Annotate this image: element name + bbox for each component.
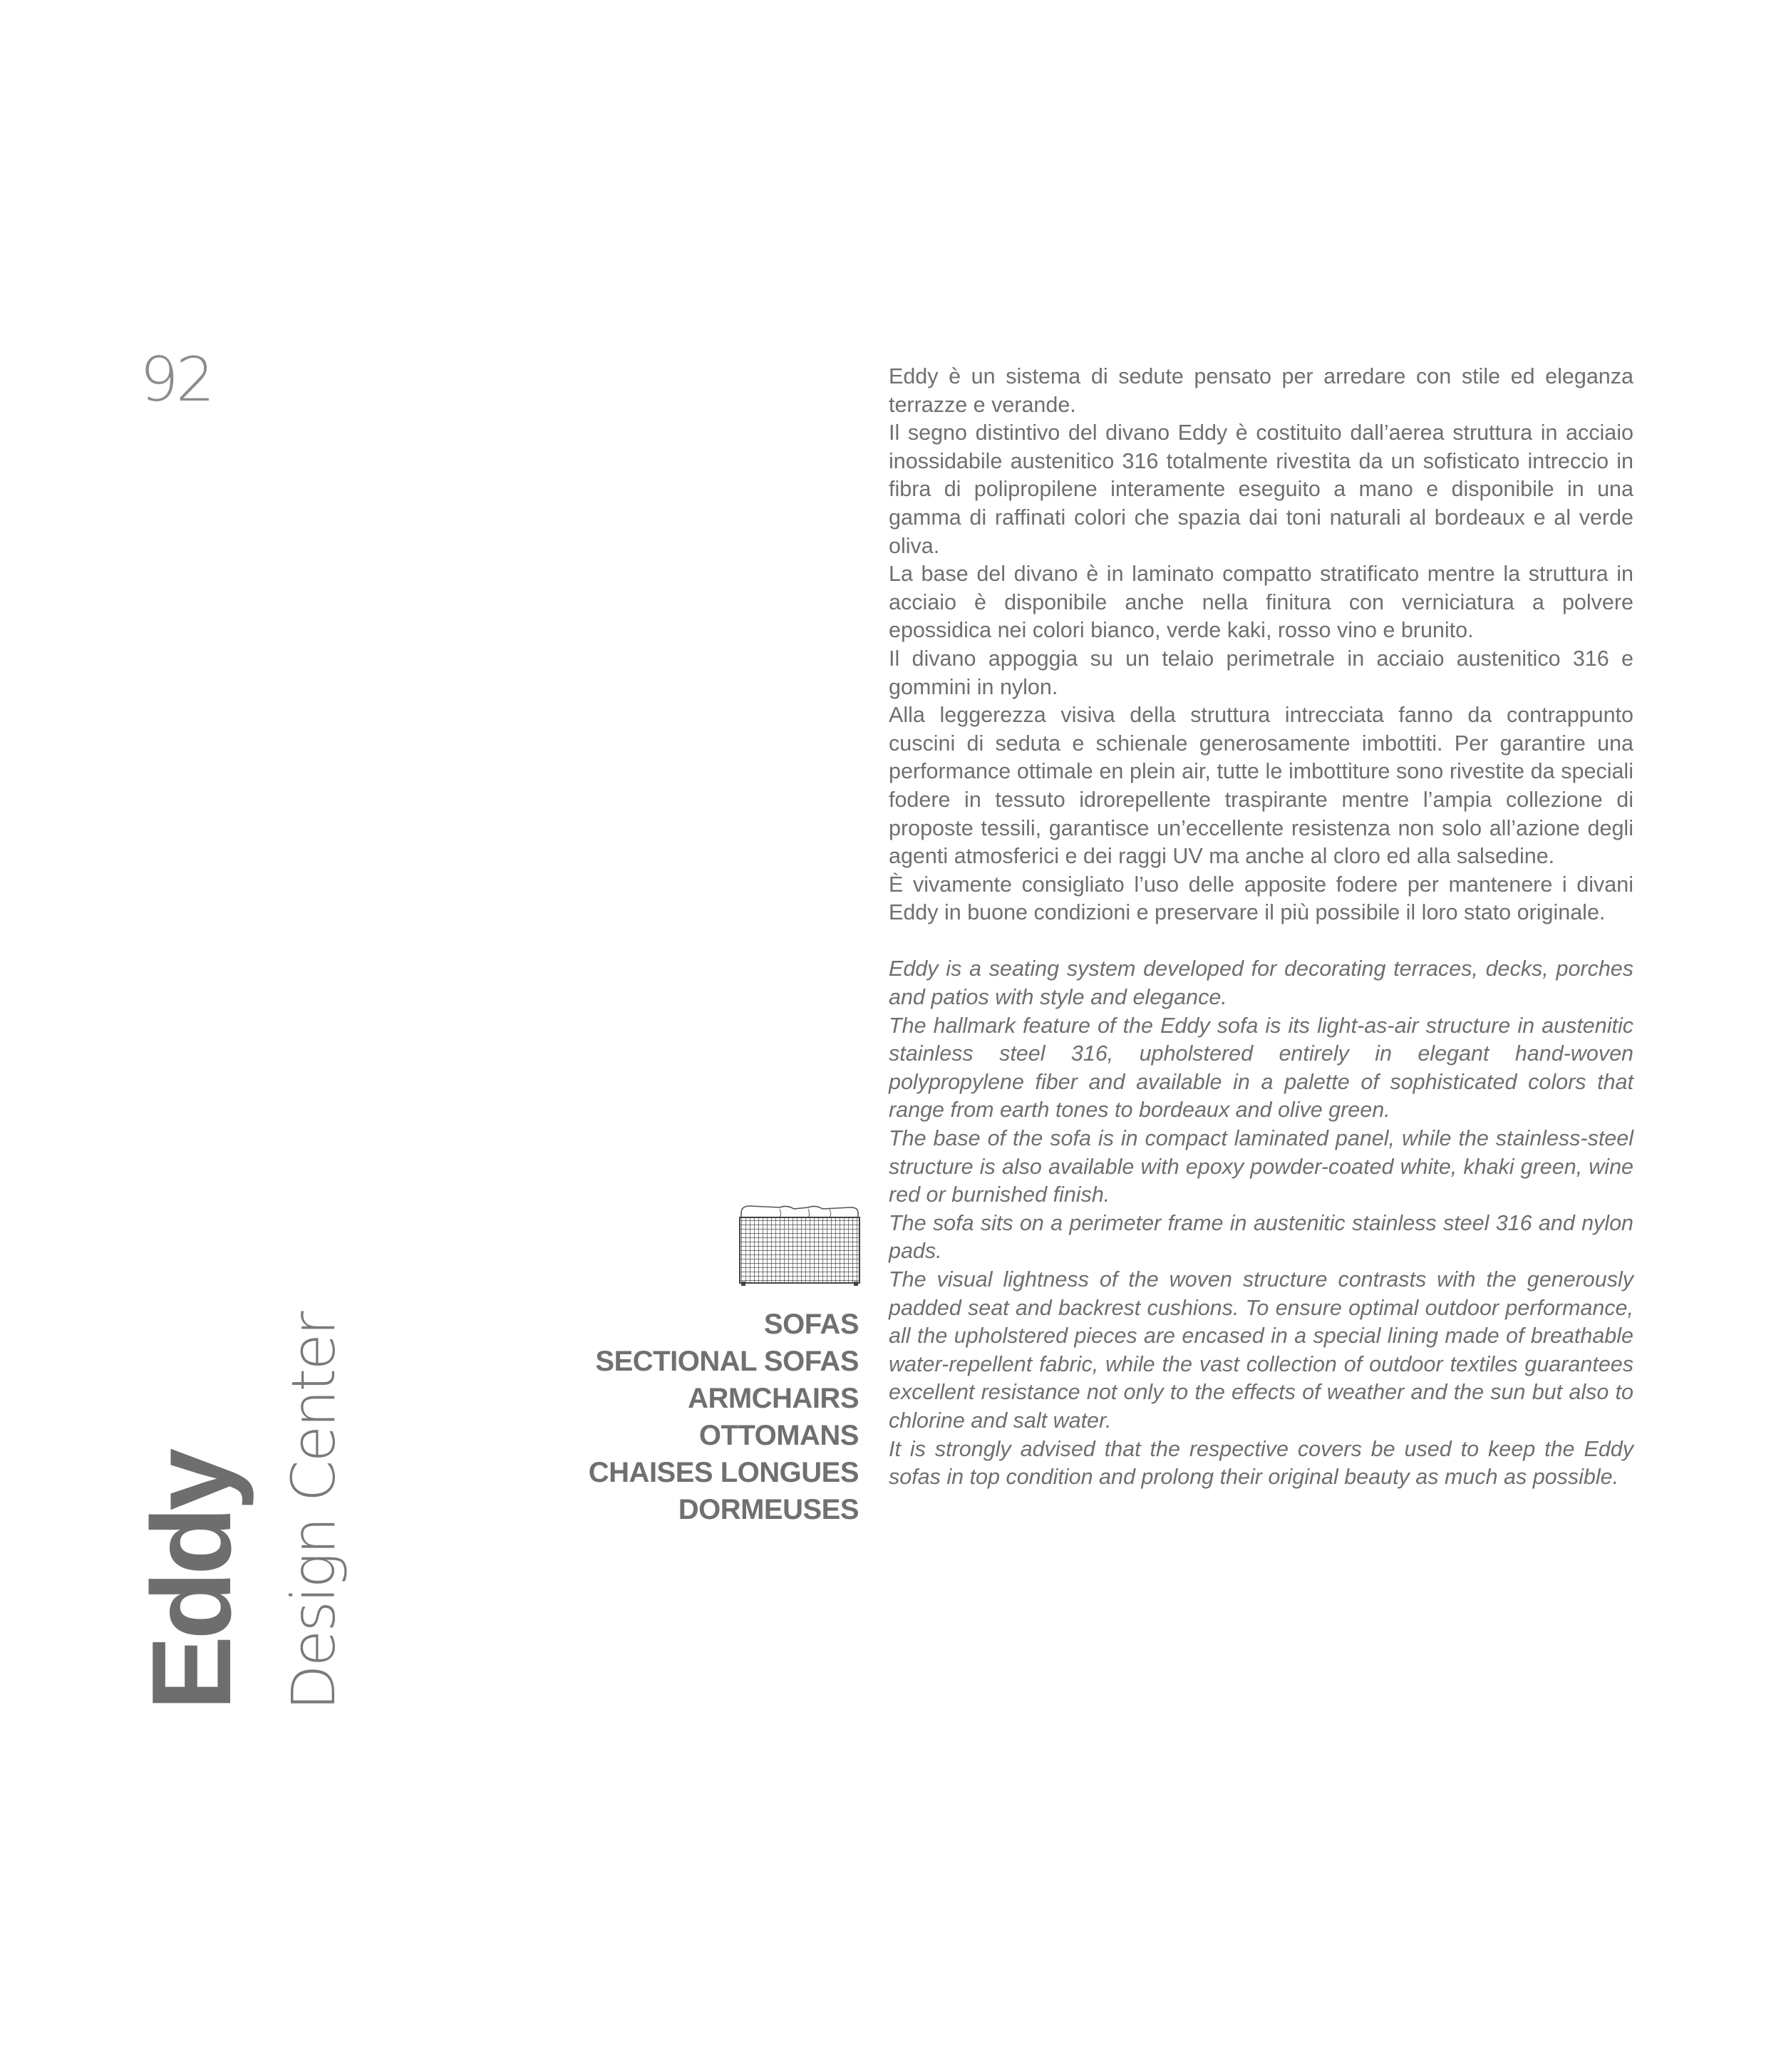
category-sofas: SOFAS <box>763 1309 859 1340</box>
category-armchairs: ARMCHAIRS <box>688 1383 859 1414</box>
paragraph-en: Eddy is a seating system developed for decorating terraces, decks, porches and patios with style and elegance. <box>889 957 1633 1010</box>
paragraph-it: È vivamente consigliato l’uso delle apposite fodere per mantenere i divani Eddy in buone condizioni e preservare il più possibile il loro stato originale. <box>889 872 1633 925</box>
paragraph-it: Eddy è un sistema di sedute pensato per arredare con stile ed eleganza terrazze e verande. <box>889 364 1633 417</box>
category-list <box>589 1306 859 1528</box>
woven-sofa-icon <box>737 1203 864 1287</box>
paragraph-en: The sofa sits on a perimeter frame in austenitic stainless steel 316 and nylon pads. <box>889 1210 1633 1264</box>
description-italian <box>889 363 1633 927</box>
designer-name: Design Center <box>279 1313 349 1711</box>
paragraph-it: Alla leggerezza visiva della struttura intrecciata fanno da contrappunto cuscini di seduta e schienale generosamente imbottiti. Per garantire una performance ottimale en plein air, tutte le imbottiture sono rivestite da speciali fodere in tessuto idrorepellente traspirante mentre l’ampia collezione di proposte tessili, garantisce un’eccellente resistenza non solo all’azione degli agenti atmosferici e dei raggi UV ma anche al cloro ed alla salsedine. <box>889 703 1633 869</box>
paragraph-it: Il divano appoggia su un telaio perimetrale in acciaio austenitico 316 e gommini in nylon. <box>889 646 1633 699</box>
paragraph-en: The visual lightness of the woven structure contrasts with the generously padded seat and backrest cushions. To ensure optimal outdoor performance, all the upholstered pieces are encased in a special lining made of breathable water-repellent fabric, while the vast collection of outdoor textiles guarantees excellent resistance not only to the effects of weather and the sun but also to chlorine and salt water. <box>889 1267 1633 1433</box>
paragraph-it: La base del divano è in laminato compatto stratificato mentre la struttura in acciaio è disponibile anche nella finitura con verniciatura a polvere epossidica nei colori bianco, verde kaki, rosso vino e brunito. <box>889 562 1633 643</box>
paragraph-en: It is strongly advised that the respective covers be used to keep the Eddy sofas in top condition and prolong their original beauty as much as possible. <box>889 1436 1633 1490</box>
category-chaises-longues: CHAISES LONGUES <box>588 1457 859 1488</box>
paragraph-en: The hallmark feature of the Eddy sofa is its light-as-air structure in austenitic stainless steel 316, upholstered entirely in elegant hand-woven polypropylene fiber and available in a palette of sophisticated colors that range from earth tones to bordeaux and olive green. <box>889 1013 1633 1123</box>
description-column <box>889 363 1633 1492</box>
brand-name: Eddy <box>129 1452 254 1711</box>
category-ottomans: OTTOMANS <box>698 1420 859 1451</box>
paragraph-it: Il segno distintivo del divano Eddy è costituito dall’aerea struttura in acciaio inossidabile austenitico 316 totalmente rivestita da un sofisticato intreccio in fibra di polipropilene interamente eseguito a mano e disponibile in una gamma di raffinati colori che spazia dai toni naturali al bordeaux e al verde oliva. <box>889 421 1633 558</box>
paragraph-en: The base of the sofa is in compact laminated panel, while the stainless-steel structure is also available with epoxy powder-coated white, khaki green, wine red or burnished finish. <box>889 1126 1633 1207</box>
description-english <box>889 955 1633 1491</box>
category-sectional-sofas: SECTIONAL SOFAS <box>595 1346 859 1377</box>
page-number: 92 <box>140 344 212 416</box>
category-dormeuses: DORMEUSES <box>678 1494 859 1525</box>
